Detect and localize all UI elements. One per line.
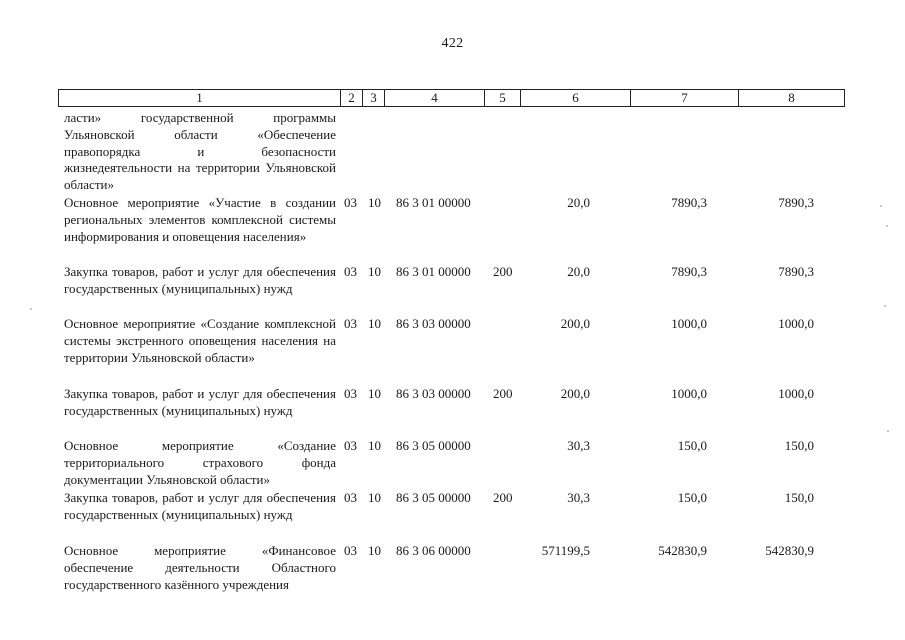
row-amount-col8: 1000,0 bbox=[778, 316, 814, 331]
row-section: 03 bbox=[344, 264, 357, 279]
header-col-5: 5 bbox=[485, 90, 521, 106]
row-amount-col6: 200,0 bbox=[560, 316, 590, 331]
row-amount-col6: 571199,5 bbox=[541, 543, 590, 558]
row-target-code: 86 3 01 00000 bbox=[396, 264, 471, 279]
row-amount-col8: 150,0 bbox=[784, 438, 814, 453]
row-amount-col7: 542830,9 bbox=[658, 543, 707, 558]
page-number: 422 bbox=[441, 36, 464, 51]
row-subsection: 10 bbox=[368, 490, 381, 505]
row-subsection: 10 bbox=[368, 195, 381, 210]
header-col-7: 7 bbox=[631, 90, 739, 106]
header-col-2: 2 bbox=[341, 90, 363, 106]
row-amount-col7: 7890,3 bbox=[671, 195, 707, 210]
row-expense-type: 200 bbox=[493, 386, 513, 401]
row-amount-col7: 150,0 bbox=[677, 438, 707, 453]
row-target-code: 86 3 03 00000 bbox=[396, 316, 471, 331]
row-target-code: 86 3 05 00000 bbox=[396, 438, 471, 453]
row-amount-col8: 7890,3 bbox=[778, 195, 814, 210]
row-amount-col7: 7890,3 bbox=[671, 264, 707, 279]
row-description: Основное мероприятие «Финансовое обеспечение деятельности Областного государственного казённого учреждения bbox=[64, 543, 336, 592]
scan-speck bbox=[886, 225, 888, 227]
scan-speck bbox=[887, 430, 889, 432]
row-target-code: 86 3 03 00000 bbox=[396, 386, 471, 401]
row-amount-col8: 542830,9 bbox=[765, 543, 814, 558]
row-description: ласти» государственной программы Ульяновской области «Обеспечение правопорядка и безопасности жизнедеятельности на территории Ульяновской области» bbox=[64, 110, 336, 193]
row-section: 03 bbox=[344, 316, 357, 331]
row-description: Закупка товаров, работ и услуг для обеспечения государственных (муниципальных) нужд bbox=[64, 264, 336, 296]
row-description: Основное мероприятие «Участие в создании региональных элементов комплексной системы информирования и оповещения населения» bbox=[64, 195, 336, 244]
row-amount-col6: 20,0 bbox=[567, 264, 590, 279]
row-section: 03 bbox=[344, 195, 357, 210]
header-col-4: 4 bbox=[385, 90, 485, 106]
row-target-code: 86 3 05 00000 bbox=[396, 490, 471, 505]
row-amount-col7: 1000,0 bbox=[671, 386, 707, 401]
row-amount-col8: 7890,3 bbox=[778, 264, 814, 279]
row-section: 03 bbox=[344, 438, 357, 453]
row-description: Закупка товаров, работ и услуг для обеспечения государственных (муниципальных) нужд bbox=[64, 386, 336, 418]
row-amount-col6: 200,0 bbox=[560, 386, 590, 401]
row-section: 03 bbox=[344, 490, 357, 505]
row-description: Основное мероприятие «Создание территориального страхового фонда документации Ульяновской области» bbox=[64, 438, 336, 487]
row-target-code: 86 3 06 00000 bbox=[396, 543, 471, 558]
row-subsection: 10 bbox=[368, 264, 381, 279]
row-expense-type: 200 bbox=[493, 264, 513, 279]
row-section: 03 bbox=[344, 543, 357, 558]
row-amount-col7: 150,0 bbox=[677, 490, 707, 505]
scan-speck bbox=[880, 205, 882, 207]
row-subsection: 10 bbox=[368, 438, 381, 453]
header-col-3: 3 bbox=[363, 90, 385, 106]
row-amount-col6: 20,0 bbox=[567, 195, 590, 210]
row-expense-type: 200 bbox=[493, 490, 513, 505]
row-amount-col8: 1000,0 bbox=[778, 386, 814, 401]
scan-speck bbox=[30, 308, 32, 310]
row-section: 03 bbox=[344, 386, 357, 401]
row-subsection: 10 bbox=[368, 543, 381, 558]
row-subsection: 10 bbox=[368, 316, 381, 331]
row-subsection: 10 bbox=[368, 386, 381, 401]
scan-speck bbox=[884, 305, 886, 307]
row-amount-col6: 30,3 bbox=[567, 438, 590, 453]
header-col-1: 1 bbox=[59, 90, 341, 106]
row-description: Закупка товаров, работ и услуг для обеспечения государственных (муниципальных) нужд bbox=[64, 490, 336, 522]
row-amount-col6: 30,3 bbox=[567, 490, 590, 505]
table-header bbox=[58, 89, 845, 107]
header-col-8: 8 bbox=[788, 90, 795, 105]
row-target-code: 86 3 01 00000 bbox=[396, 195, 471, 210]
row-amount-col7: 1000,0 bbox=[671, 316, 707, 331]
row-amount-col8: 150,0 bbox=[784, 490, 814, 505]
header-col-6: 6 bbox=[521, 90, 631, 106]
row-description: Основное мероприятие «Создание комплексной системы экстренного оповещения населения на территории Ульяновской области» bbox=[64, 316, 336, 365]
